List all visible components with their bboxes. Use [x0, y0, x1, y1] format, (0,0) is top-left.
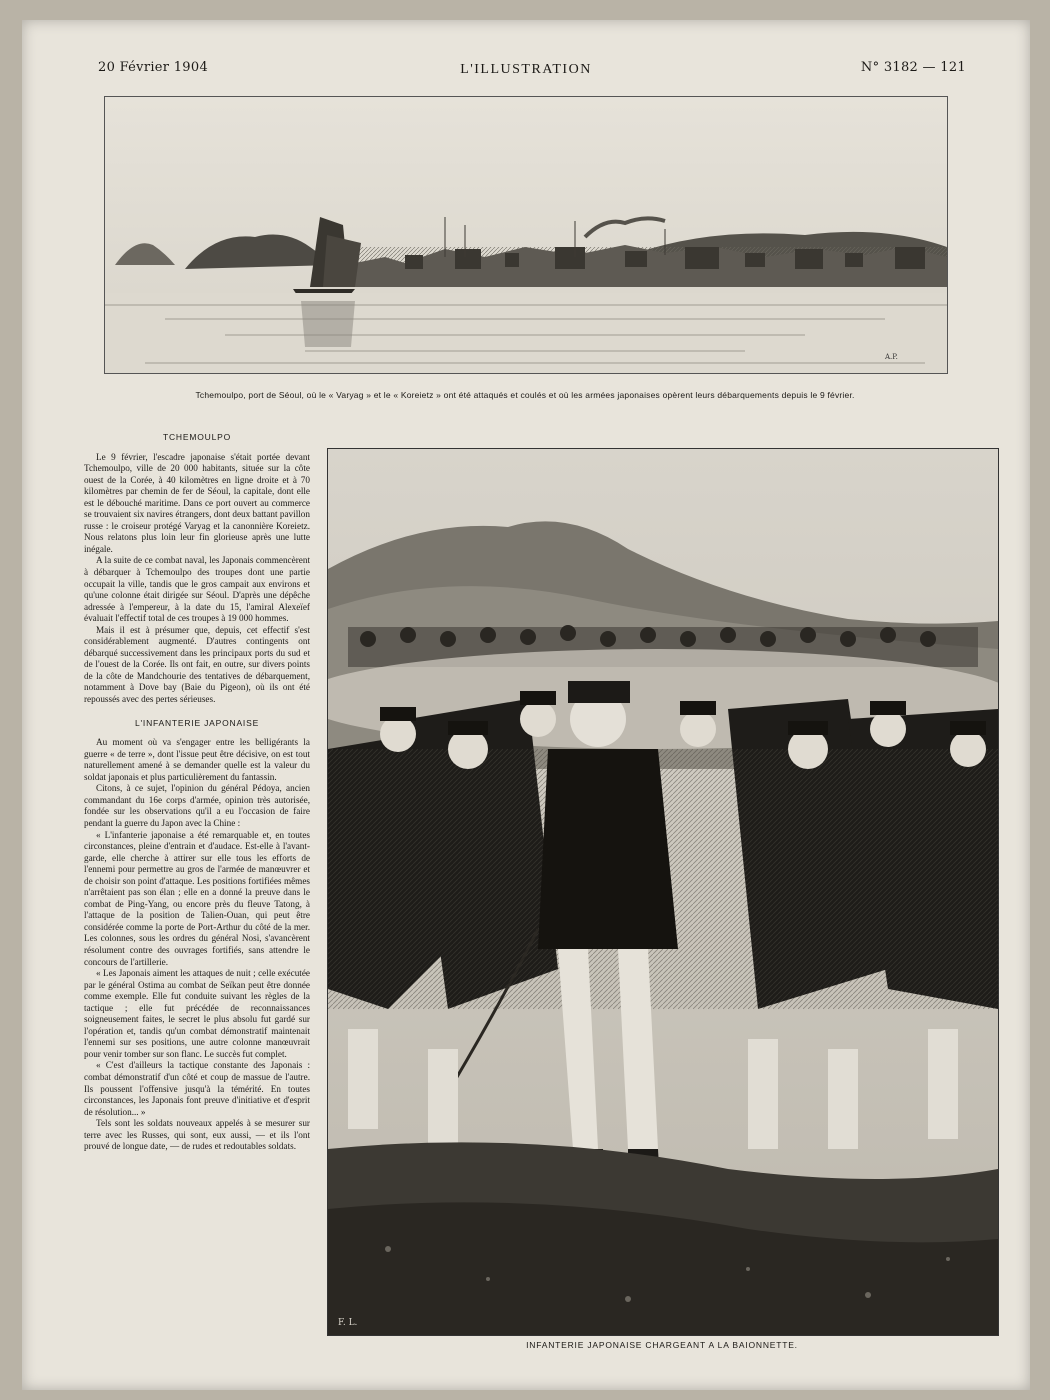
article-paragraph: « Les Japonais aiment les attaques de nuit ; celle exécutée par le général Ostima au combat de Seïkan peut être donnée comme exemple. Elle fut conduite suivant les règles de la tactique ; elle fut précédée de reconnaissances soigneusement faites, le secret le plus absolu fut gardé sur l'opération et, tandis qu'un combat démonstratif maintenait l'ennemi sur ses positions, une autre colonne manœuvrait pour venir tomber sur son flanc. Le succès fut complet.	[84, 968, 310, 1059]
article-paragraph: Au moment où va s'engager entre les belligérants la guerre « de terre », dont l'issue peut être décisive, on est tout naturellement amené à se demander quelle est la valeur du soldat japonais et plus particulièrement du fantassin.	[84, 737, 310, 782]
article-paragraph: « C'est d'ailleurs la tactique constante des Japonais : combat démonstratif d'un côté et coup de massue de l'autre. Ils poussent l'offensive jusqu'à la témérité. En toutes circonstances, les Japonais font preuve d'initiative et d'esprit de résolution... »	[84, 1060, 310, 1117]
section-title-infanterie: L'INFANTERIE JAPONAISE	[134, 717, 260, 728]
article-paragraph: « L'infanterie japonaise a été remarquable et, en toutes circonstances, pleine d'entrain et d'audace. Est-elle à l'avant-garde, elle cherche à attirer sur elle tous les efforts de l'ennemi pour permettre au gros de l'armée de manœuvrer et de choisir son point d'attaque. Les positions fortifiées mêmes n'arrêtaient pas son élan ; elle en a donné la preuve dans le combat de Ping-Yang, ou encore près du fleuve Tatong, à l'attaque de la position de Talien-Ouan, qui peut être considérée comme la porte de Port-Arthur du côté de la mer. Les colonnes, sous les ordres du général Nosi, s'avancèrent résolument contre des ouvrages fortifiés, sans attendre le concours de l'artillerie.	[84, 829, 310, 967]
article-paragraph: Le 9 février, l'escadre japonaise s'était portée devant Tchemoulpo, ville de 20 000 habitants, située sur la côte ouest de la Corée, à 40 kilomètres en ligne droite et à 70 kilomètres par chemin de fer de Séoul, la capitale, dont elle est le débouché maritime. Dans ce port ouvert au commerce se trouvaient six navires étrangers, dont deux battant pavillon russe : le croiseur protégé Varyag et la canonnière Koreietz. Nous relatons plus loin leur fin glorieuse après une lutte inégale.	[84, 451, 310, 554]
illustration-signature: F. L.	[338, 1318, 358, 1328]
panorama-signature: A.P.	[885, 353, 898, 361]
issue-number: N° 3182 — 121	[860, 60, 966, 75]
panorama-caption: Tchemoulpo, port de Séoul, où le « Varyag » et le « Koreietz » ont été attaqués et coulés et où les armées japonaises opèrent leurs débarquements depuis le 9 février.	[195, 390, 855, 400]
article-column	[84, 432, 310, 1368]
header-date: 20 Février 1904	[98, 60, 209, 75]
harbor-panorama-image	[104, 96, 948, 374]
article-paragraph: Tels sont les soldats nouveaux appelés à se mesurer sur terre avec les Russes, qui sont, eux aussi, — et ils l'ont prouvé de longue date, — de rudes et redoutables soldats.	[84, 1118, 310, 1152]
infantry-engraving	[328, 449, 998, 1335]
article-paragraph: Citons, à ce sujet, l'opinion du général Pédoya, ancien commandant du 16e corps d'armée, opinion très autorisée, fondée sur les observations qu'il a eu l'occasion de faire pendant la guerre du Japon avec la Chine :	[84, 783, 310, 828]
newspaper-page	[22, 20, 1030, 1390]
section-title-tchemoulpo: TCHEMOULPO	[163, 432, 231, 442]
masthead-title: L'ILLUSTRATION	[460, 62, 592, 77]
article-paragraph: A la suite de ce combat naval, les Japonais commencèrent à débarquer à Tchemoulpo des troupes dont une partie occupait la ville, tandis que le gros campait aux environs et qu'une colonne était dirigée sur Séoul. D'après une dépêche adressée à l'empereur, à la date du 15, l'amiral Alexeïef évaluait l'effectif total de ces troupes à 19 000 hommes.	[84, 555, 310, 624]
infantry-charge-image	[327, 448, 999, 1336]
article-paragraph: Mais il est à présumer que, depuis, cet effectif s'est considérablement augmenté. D'autres contingents ont débarqué successivement dans les principaux ports du sud et de l'ouest de la Corée. Ils ont fait, en outre, sur divers points de la côte de Mandchourie des tentatives de débarquement, notamment à Dove bay (Baie du Pigeon), où ils ont été repoussés avec des pertes sérieuses.	[84, 624, 310, 705]
harbor-engraving	[105, 97, 947, 373]
illustration-caption: INFANTERIE JAPONAISE CHARGEANT A LA BAIONNETTE.	[526, 1340, 798, 1350]
